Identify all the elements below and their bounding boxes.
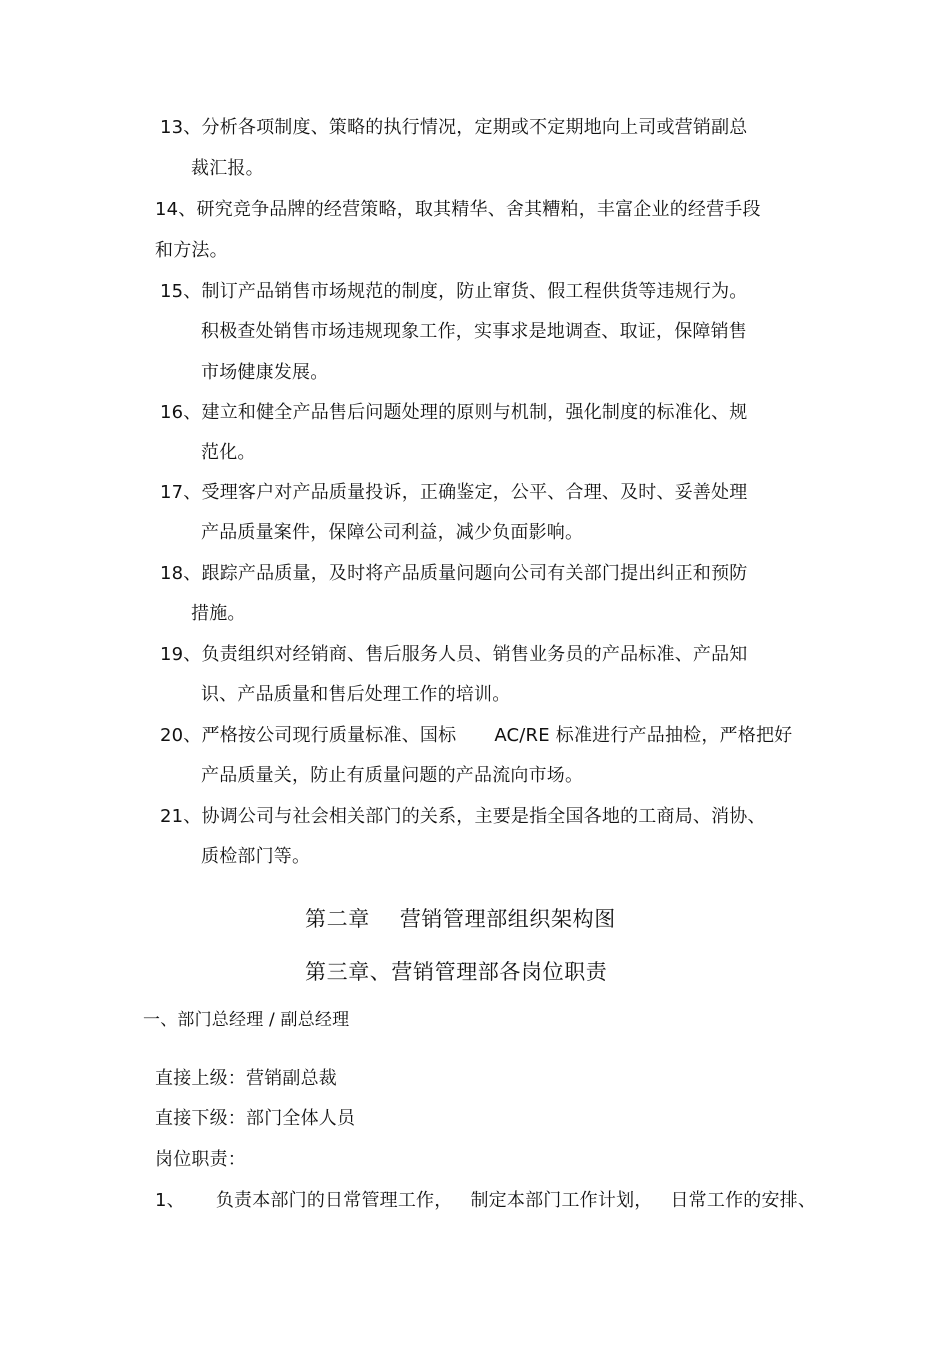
item-15-line-3: 市场健康发展。 [201, 362, 329, 383]
item-15-line-1: 15、制订产品销售市场规范的制度，防止窜货、假工程供货等违规行为。 [160, 281, 748, 302]
item-20-line-1-part-b: AC/RE 标准进行产品抽检，严格把好 [494, 725, 793, 746]
duty-1-number: 1、 [155, 1190, 185, 1211]
item-15-line-2: 积极查处销售市场违规现象工作，实事求是地调查、取证，保障销售 [201, 321, 747, 342]
duty-1 [155, 1190, 816, 1212]
item-19-line-1: 19、负责组织对经销商、售后服务人员、销售业务员的产品标准、产品知 [160, 644, 748, 665]
item-21-line-1: 21、协调公司与社会相关部门的关系，主要是指全国各地的工商局、消协、 [160, 806, 766, 827]
direct-superior: 直接上级：营销副总裁 [155, 1068, 337, 1089]
item-13-line-1: 13、分析各项制度、策略的执行情况，定期或不定期地向上司或营销副总 [160, 117, 748, 138]
item-14-line-1: 14、研究竞争品牌的经营策略，取其精华、舍其糟粕，丰富企业的经营手段 [155, 199, 761, 220]
chapter-2-label: 第二章 [305, 907, 370, 931]
item-20-line-1-part-a: 20、严格按公司现行质量标准、国标 [160, 725, 457, 746]
item-13-line-2: 裁汇报。 [191, 158, 264, 179]
chapter-2-title: 营销管理部组织架构图 [399, 907, 616, 931]
item-18-line-2: 措施。 [191, 603, 246, 624]
chapter-3-heading: 第三章、营销管理部各岗位职责 [305, 960, 608, 984]
item-16-line-2: 范化。 [201, 442, 256, 463]
item-17-line-2: 产品质量案件，保障公司利益，减少负面影响。 [201, 522, 584, 543]
item-20-line-2: 产品质量关，防止有质量问题的产品流向市场。 [201, 765, 584, 786]
direct-subordinate: 直接下级：部门全体人员 [155, 1108, 356, 1129]
section-title: 一、部门总经理 / 副总经理 [143, 1010, 350, 1030]
item-17-line-1: 17、受理客户对产品质量投诉，正确鉴定，公平、合理、及时、妥善处理 [160, 482, 748, 503]
chapter-2-heading [305, 906, 616, 932]
duty-1-part-3: 日常工作的安排、 [670, 1190, 817, 1211]
duties-label: 岗位职责： [155, 1149, 246, 1170]
item-21-line-2: 质检部门等。 [201, 846, 311, 867]
duty-1-part-2: 制定本部门工作计划， [470, 1190, 653, 1211]
item-19-line-2: 识、产品质量和售后处理工作的培训。 [201, 684, 511, 705]
item-16-line-1: 16、建立和健全产品售后问题处理的原则与机制，强化制度的标准化、规 [160, 402, 748, 423]
item-20-line-1 [160, 725, 792, 747]
item-18-line-1: 18、跟踪产品质量，及时将产品质量问题向公司有关部门提出纠正和预防 [160, 563, 748, 584]
item-14-line-2: 和方法。 [155, 240, 228, 261]
duty-1-part-1: 负责本部门的日常管理工作， [215, 1190, 453, 1211]
